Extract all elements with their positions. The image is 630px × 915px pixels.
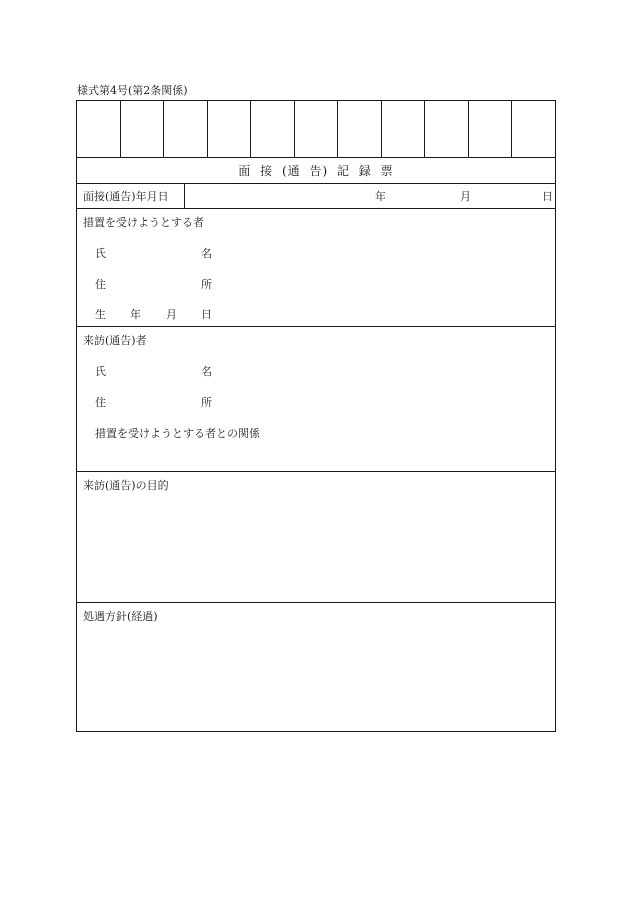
stamp-box[interactable]	[164, 101, 208, 157]
visitor-name-field[interactable]	[77, 359, 555, 385]
visitor-name-label-1: 氏	[95, 365, 106, 378]
stamp-box[interactable]	[295, 101, 339, 157]
visitor-relation-label: 措置を受けようとする者との関係	[95, 427, 260, 440]
visitor-address-label-1: 住	[95, 396, 106, 409]
stamp-box[interactable]	[251, 101, 295, 157]
stamp-box[interactable]	[469, 101, 513, 157]
month-unit: 月	[460, 190, 471, 203]
stamp-box-row	[77, 101, 555, 158]
interview-date-field[interactable]	[185, 184, 555, 208]
subject-name-label-2: 名	[201, 247, 212, 260]
subject-heading: 措置を受けようとする者	[83, 216, 204, 229]
policy-heading: 処遇方針(経過)	[83, 610, 158, 623]
stamp-box[interactable]	[425, 101, 469, 157]
visitor-relation-field[interactable]	[77, 421, 555, 447]
interview-date-label: 面接(通告)年月日	[77, 184, 185, 208]
subject-dob-label-3: 月	[166, 308, 177, 321]
visitor-name-label-2: 名	[201, 365, 212, 378]
subject-address-label-2: 所	[201, 278, 212, 291]
interview-date-row	[77, 184, 555, 209]
subject-name-field[interactable]	[77, 241, 555, 267]
stamp-box[interactable]	[338, 101, 382, 157]
year-unit: 年	[375, 190, 386, 203]
subject-dob-label-4: 日	[201, 308, 212, 321]
policy-section[interactable]	[77, 603, 555, 731]
stamp-box[interactable]	[382, 101, 426, 157]
subject-address-label-1: 住	[95, 278, 106, 291]
subject-dob-label-2: 年	[130, 308, 141, 321]
purpose-section[interactable]	[77, 472, 555, 603]
subject-dob-label-1: 生	[95, 308, 106, 321]
subject-section	[77, 209, 555, 327]
day-unit: 日	[542, 190, 553, 203]
stamp-box[interactable]	[121, 101, 165, 157]
visitor-address-label-2: 所	[201, 396, 212, 409]
visitor-heading: 来訪(通告)者	[83, 334, 147, 347]
visitor-section	[77, 327, 555, 472]
form-number-label: 様式第4号(第2条関係)	[77, 84, 188, 97]
visitor-address-field[interactable]	[77, 390, 555, 416]
purpose-heading: 来訪(通告)の目的	[83, 479, 169, 492]
subject-name-label-1: 氏	[95, 247, 106, 260]
stamp-box[interactable]	[512, 101, 555, 157]
stamp-box[interactable]	[208, 101, 252, 157]
subject-address-field[interactable]	[77, 272, 555, 298]
subject-dob-field[interactable]	[77, 302, 555, 326]
stamp-box[interactable]	[77, 101, 121, 157]
form-title: 面 接 (通 告) 記 録 票	[77, 158, 555, 184]
interview-record-form	[76, 100, 556, 732]
